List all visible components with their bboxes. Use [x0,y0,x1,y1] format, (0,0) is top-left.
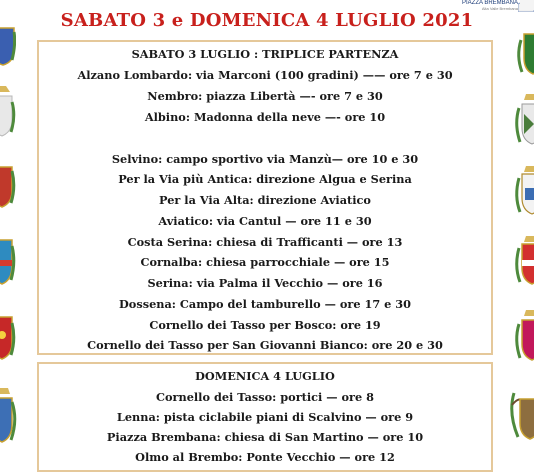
coat-of-arms-icon [512,94,534,146]
sunday-schedule-box [37,362,493,472]
coat-of-arms-icon [0,22,16,66]
schedule-line: Albino: Madonna della neve —- ore 10 [144,110,386,124]
schedule-line: Cornello dei Tasso per San Giovanni Bianco: ore 20 e 30 [87,338,443,352]
saturday-schedule-box [37,40,493,355]
schedule-heading: SABATO 3 LUGLIO : TRIPLICE PARTENZA [131,47,399,61]
schedule-line: Lenna: pista ciclabile piani di Scalvino — ore 9 [116,410,414,424]
coat-of-arms-icon [0,163,16,209]
schedule-line: Dossena: Campo del tamburello — ore 17 e 30 [119,297,411,311]
coat-of-arms-icon [0,388,18,448]
schedule-line: Cornello dei Tasso: portici — ore 8 [156,390,374,404]
logo [460,0,518,14]
logo-text: PIAZZA BREMBANA [461,0,518,6]
schedule-line: Nembro: piazza Libertà —- ore 7 e 30 [147,89,383,103]
schedule-heading: DOMENICA 4 LUGLIO [195,369,335,383]
schedule-line: Cornello dei Tasso per Bosco: ore 19 [149,318,381,332]
schedule-line: Selvino: campo sportivo via Manzù— ore 10 e 30 [111,152,419,166]
coat-of-arms-icon [0,313,16,361]
schedule-line: Per la Via più Antica: direzione Algua e Serina [118,172,412,186]
schedule-line: Alzano Lombardo: via Marconi (100 gradini) —— ore 7 e 30 [77,68,453,82]
coat-of-arms-icon [0,236,16,286]
schedule-line: Costa Serina: chiesa di Trafficanti — ore 13 [127,235,403,249]
coat-of-arms-icon [512,310,534,362]
page-title: SABATO 3 e DOMENICA 4 LUGLIO 2021 [60,10,474,31]
schedule-line: Piazza Brembana: chiesa di San Martino — ore 10 [106,430,424,444]
schedule-line: Per la Via Alta: direzione Aviatico [159,193,371,207]
coat-of-arms-icon [514,28,534,76]
coat-of-arms-icon [512,236,534,286]
coat-of-arms-icon [512,166,534,216]
coat-of-arms-icon [516,0,534,10]
schedule-line: Cornalba: chiesa parrocchiale — ore 15 [140,255,390,269]
coat-of-arms-icon [0,86,16,142]
schedule-line: Serina: via Palma il Vecchio — ore 16 [147,276,383,290]
logo-subtext: Alta Valle Brembana [481,6,518,11]
schedule-line: Olmo al Brembo: Ponte Vecchio — ore 12 [135,450,395,464]
coat-of-arms-icon [508,385,534,443]
schedule-line: Aviatico: via Cantul — ore 11 e 30 [158,214,372,228]
